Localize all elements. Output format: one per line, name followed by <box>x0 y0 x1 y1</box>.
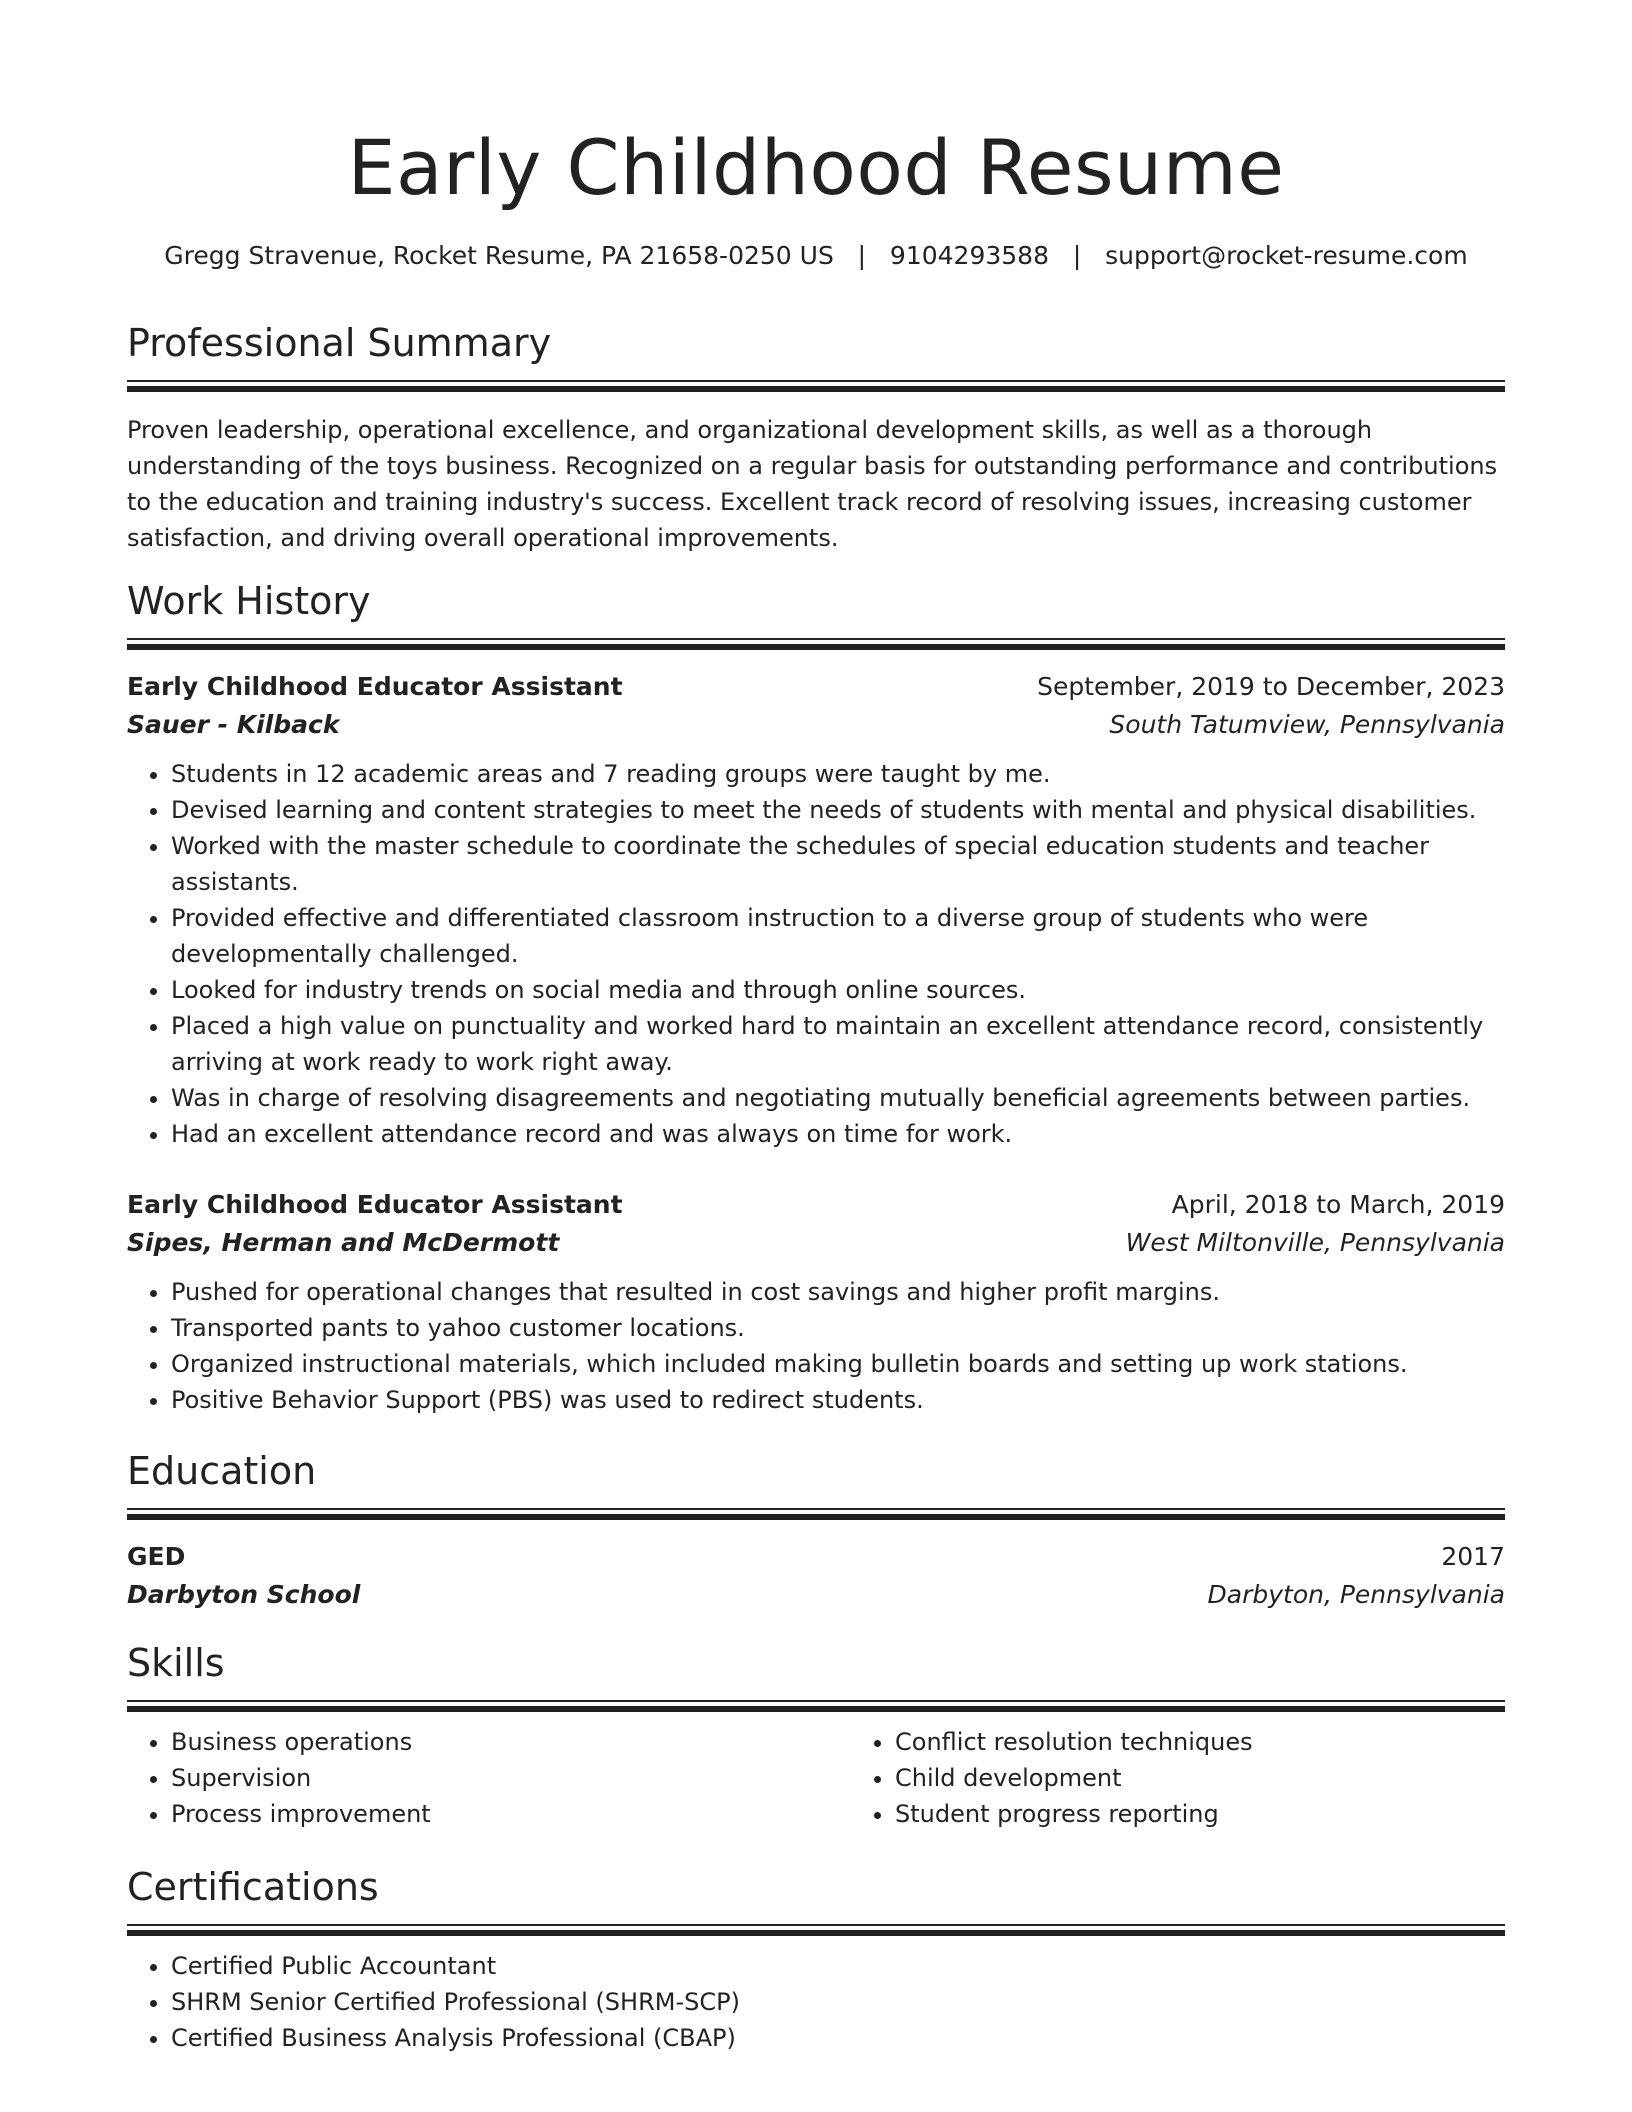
list-item: • Organized instructional materials, which included making bulletin boards and setting up work stations. <box>171 1346 1505 1382</box>
section-heading-certifications: Certifications <box>127 1865 379 1909</box>
job-company: Sauer - Kilback <box>127 710 340 739</box>
section-heading-summary: Professional Summary <box>127 321 552 365</box>
list-item: • Certified Business Analysis Professional (CBAP) <box>171 2020 1505 2056</box>
list-item: • Students in 12 academic areas and 7 reading groups were taught by me. <box>171 756 1505 792</box>
list-item: • Had an excellent attendance record and was always on time for work. <box>171 1116 1505 1152</box>
skills-section <box>127 1638 1505 1832</box>
list-item: • Process improvement <box>171 1796 851 1832</box>
job-location: West Miltonville, Pennsylvania <box>1125 1228 1505 1257</box>
section-heading-skills: Skills <box>127 1641 225 1685</box>
work-history-section <box>127 576 1505 1418</box>
list-item: • SHRM Senior Certified Professional (SHRM-SCP) <box>171 1984 1505 2020</box>
list-item: • Looked for industry trends on social media and through online sources. <box>171 972 1505 1008</box>
education-entry <box>127 1538 1505 1614</box>
section-heading-work: Work History <box>127 579 371 623</box>
section-rule-thin <box>127 1700 1505 1702</box>
section-rule-thick <box>127 1930 1505 1936</box>
job-company: Sipes, Herman and McDermott <box>127 1228 560 1257</box>
list-item: • Placed a high value on punctuality and worked hard to maintain an excellent attendance record, consistently arriving at work ready to work right away. <box>171 1008 1505 1080</box>
list-item: • Supervision <box>171 1760 851 1796</box>
list-item: • Was in charge of resolving disagreements and negotiating mutually beneficial agreements between parties. <box>171 1080 1505 1116</box>
job-bullets <box>127 1274 1505 1418</box>
certifications-section <box>127 1862 1505 2056</box>
list-item: • Certified Public Accountant <box>171 1948 1505 1984</box>
job-location: South Tatumview, Pennsylvania <box>1109 710 1505 739</box>
certifications-list <box>127 1948 1505 2056</box>
job-entry <box>127 1186 1505 1418</box>
skills-columns <box>127 1712 1505 1832</box>
section-rule-thick <box>127 644 1505 650</box>
education-degree: GED <box>127 1542 186 1571</box>
section-rule-thin <box>127 638 1505 640</box>
contact-line: Gregg Stravenue, Rocket Resume, PA 21658-0250 US | 9104293588 | support@rocket-resume.com <box>164 241 1468 270</box>
job-dates: September, 2019 to December, 2023 <box>1037 672 1505 701</box>
section-rule-thick <box>127 386 1505 392</box>
list-item: • Positive Behavior Support (PBS) was used to redirect students. <box>171 1382 1505 1418</box>
section-rule-thin <box>127 1508 1505 1510</box>
summary-section <box>127 318 1505 556</box>
job-title: Early Childhood Educator Assistant <box>127 672 623 701</box>
job-title: Early Childhood Educator Assistant <box>127 1190 623 1219</box>
skills-list-right <box>851 1724 1575 1832</box>
list-item: • Conflict resolution techniques <box>895 1724 1575 1760</box>
list-item: • Child development <box>895 1760 1575 1796</box>
list-item: • Transported pants to yahoo customer locations. <box>171 1310 1505 1346</box>
job-dates: April, 2018 to March, 2019 <box>1171 1190 1505 1219</box>
section-heading-education: Education <box>127 1449 317 1493</box>
job-bullets <box>127 756 1505 1152</box>
section-rule-thin <box>127 1924 1505 1926</box>
education-section <box>127 1446 1505 1614</box>
education-location: Darbyton, Pennsylvania <box>1207 1580 1505 1609</box>
education-school: Darbyton School <box>127 1580 361 1609</box>
section-rule-thick <box>127 1514 1505 1520</box>
list-item: • Worked with the master schedule to coordinate the schedules of special education students and teacher assistants. <box>171 828 1505 900</box>
resume-title: Early Childhood Resume <box>347 123 1285 212</box>
section-rule-thin <box>127 380 1505 382</box>
list-item: • Business operations <box>171 1724 851 1760</box>
list-item: • Devised learning and content strategies to meet the needs of students with mental and physical disabilities. <box>171 792 1505 828</box>
summary-text: Proven leadership, operational excellence, and organizational development skills, as well as a thorough understanding of the toys business. Recognized on a regular basis for outstanding performance and contributions to the education and training industry's success. Excellent track record of resolving issues, increasing customer satisfaction, and driving overall operational improvements. <box>127 416 1498 552</box>
list-item: • Pushed for operational changes that resulted in cost savings and higher profit margins. <box>171 1274 1505 1310</box>
list-item: • Student progress reporting <box>895 1796 1575 1832</box>
list-item: • Provided effective and differentiated classroom instruction to a diverse group of students who were developmentally challenged. <box>171 900 1505 972</box>
job-entry <box>127 668 1505 1152</box>
skills-list-left <box>127 1724 851 1832</box>
education-year: 2017 <box>1441 1542 1505 1571</box>
